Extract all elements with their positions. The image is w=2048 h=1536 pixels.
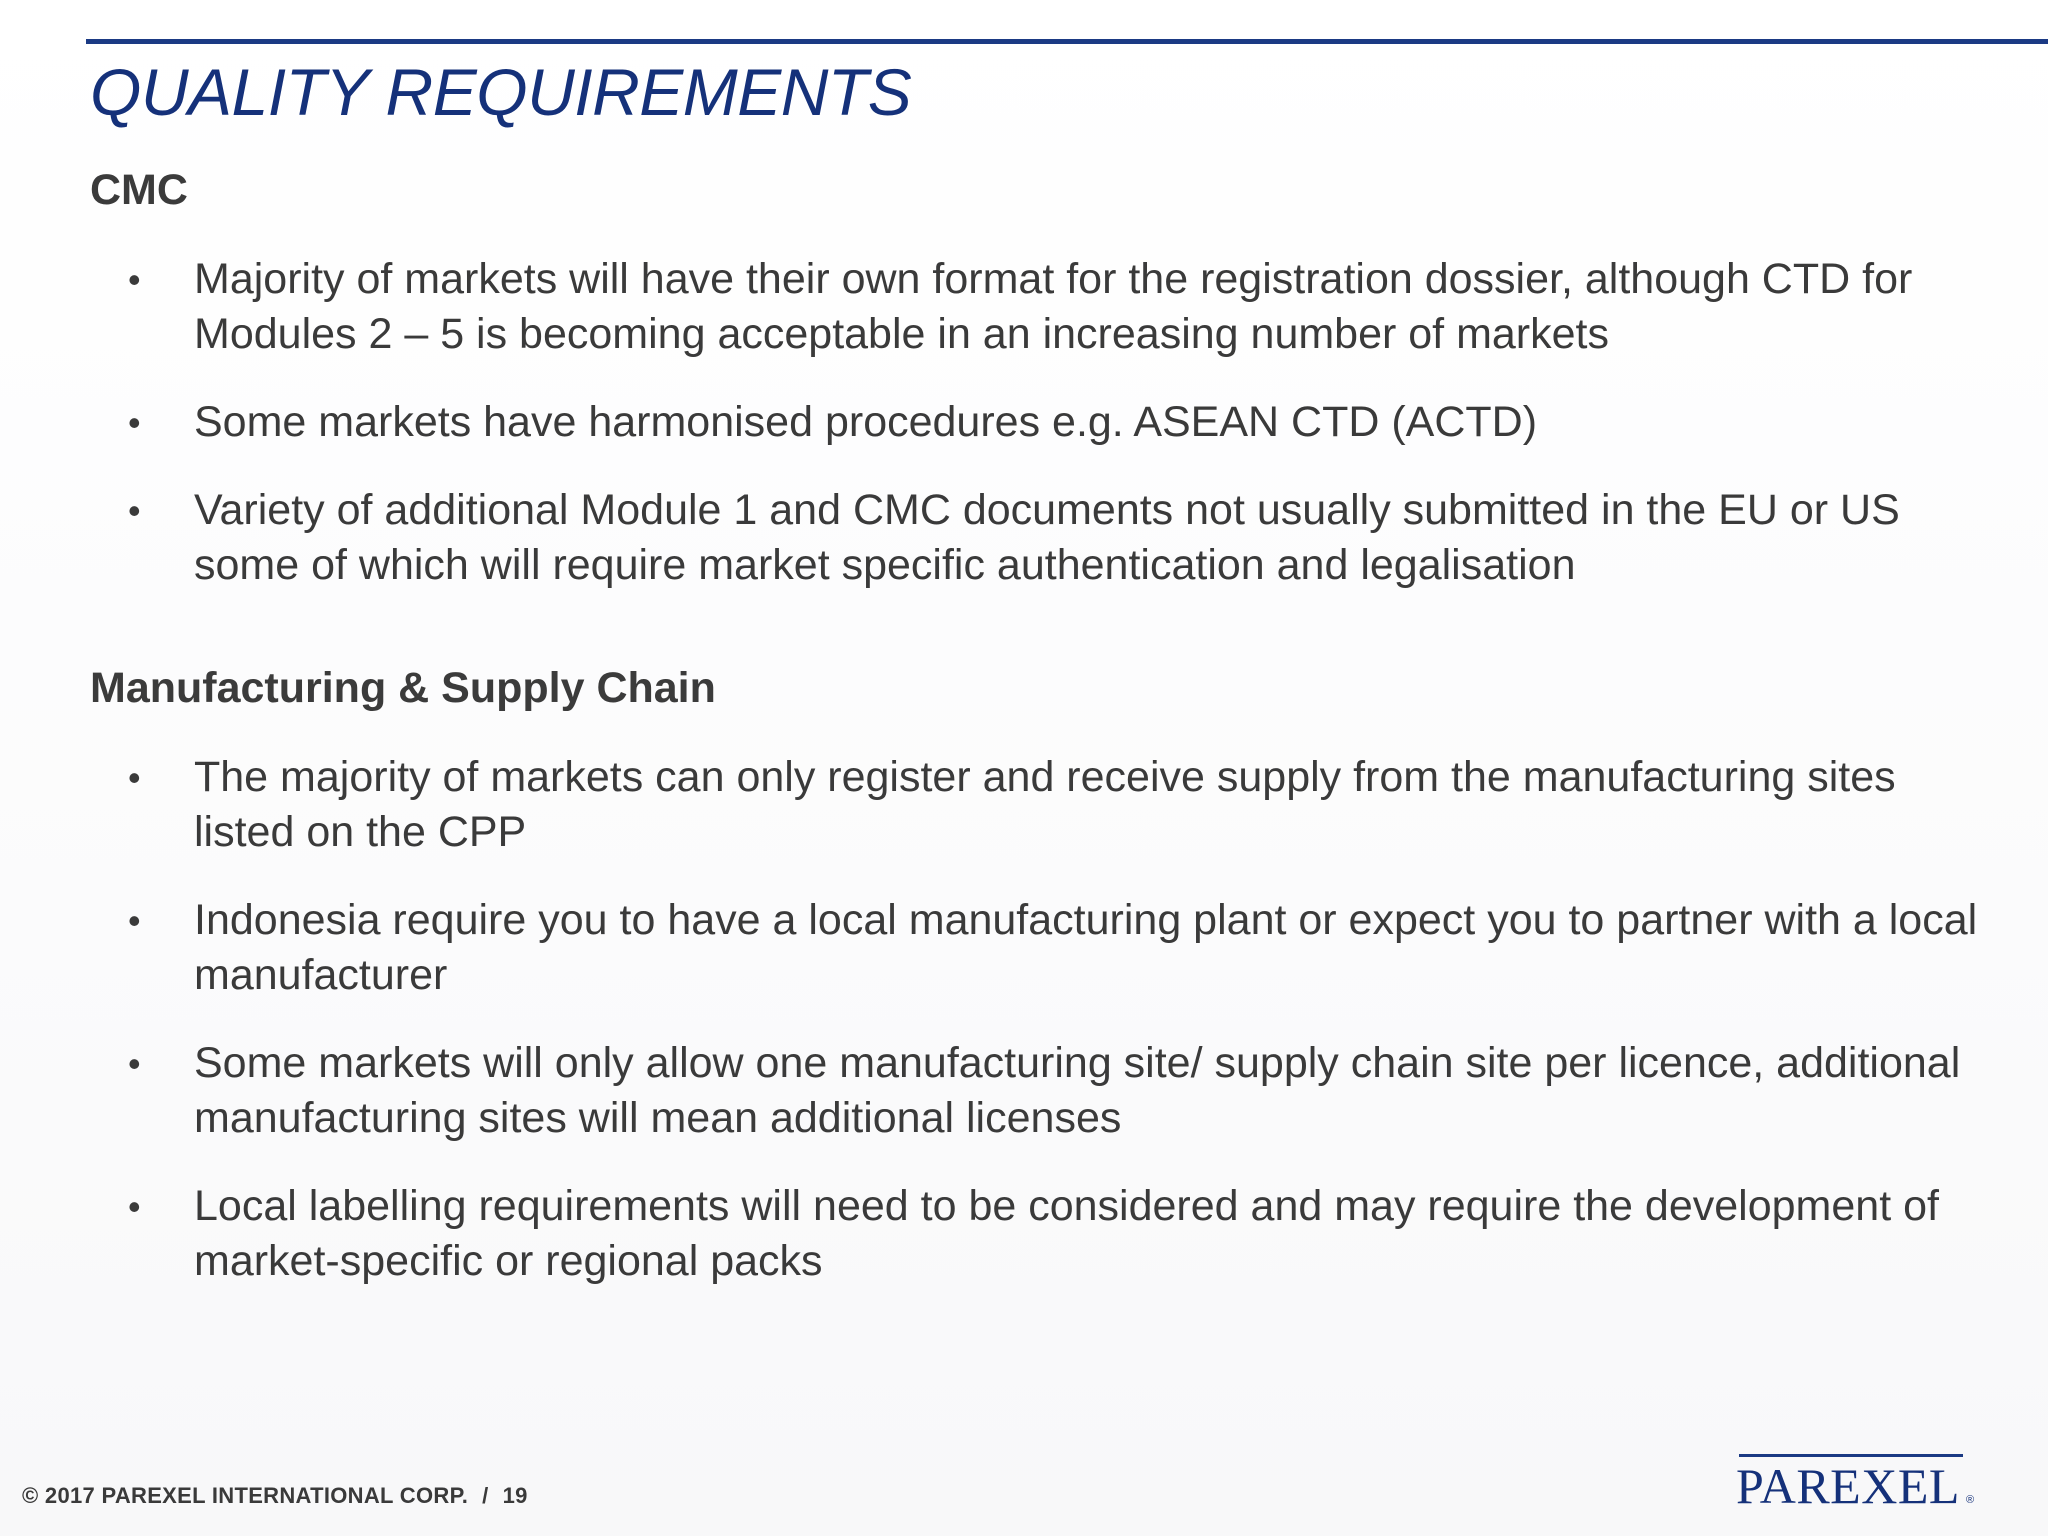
- bullet-icon: •: [128, 259, 141, 300]
- copyright-text: © 2017 PAREXEL INTERNATIONAL CORP.: [22, 1483, 469, 1508]
- bullet-text: Some markets have harmonised procedures e.g. ASEAN CTD (ACTD): [194, 398, 1538, 446]
- list-item: [128, 252, 1978, 362]
- bullet-icon: •: [128, 1043, 141, 1084]
- list-item: [128, 750, 1978, 860]
- page-number: 19: [502, 1483, 528, 1508]
- bullet-list-manufacturing: [128, 750, 1978, 1322]
- bullet-icon: •: [128, 490, 141, 531]
- registered-mark-icon: ®: [1966, 1494, 1975, 1506]
- bullet-text: Local labelling requirements will need to be considered and may require the development of market-specific or regional packs: [194, 1182, 1939, 1285]
- list-item: [128, 893, 1978, 1003]
- list-item: [128, 395, 1978, 450]
- footer: [22, 1483, 528, 1509]
- parexel-logo: [1736, 1454, 1976, 1514]
- logo-text: PAREXEL: [1736, 1458, 1960, 1514]
- list-item: [128, 483, 1978, 593]
- bullet-text: Majority of markets will have their own format for the registration dossier, although CTD for Modules 2 – 5 is becoming acceptable in an increasing number of markets: [194, 255, 1913, 358]
- section-heading-cmc: CMC: [90, 166, 188, 214]
- list-item: [128, 1036, 1978, 1146]
- list-item: [128, 1179, 1978, 1289]
- title-rule: [86, 39, 2048, 44]
- slide-title: QUALITY REQUIREMENTS: [90, 55, 912, 129]
- bullet-icon: •: [128, 757, 141, 798]
- logo-rule: [1739, 1454, 1963, 1457]
- bullet-list-cmc: [128, 252, 1978, 626]
- section-heading-manufacturing: Manufacturing & Supply Chain: [90, 664, 716, 712]
- bullet-text: Variety of additional Module 1 and CMC documents not usually submitted in the EU or US some of which will require market specific authentication and legalisation: [194, 486, 1900, 589]
- bullet-icon: •: [128, 1186, 141, 1227]
- bullet-text: Indonesia require you to have a local manufacturing plant or expect you to partner with a local manufacturer: [194, 896, 1978, 999]
- bullet-text: The majority of markets can only register and receive supply from the manufacturing sites listed on the CPP: [194, 753, 1896, 856]
- bullet-icon: •: [128, 900, 141, 941]
- footer-separator: /: [482, 1483, 489, 1508]
- bullet-icon: •: [128, 402, 141, 443]
- bullet-text: Some markets will only allow one manufacturing site/ supply chain site per licence, additional manufacturing sites will mean additional licenses: [194, 1039, 1961, 1142]
